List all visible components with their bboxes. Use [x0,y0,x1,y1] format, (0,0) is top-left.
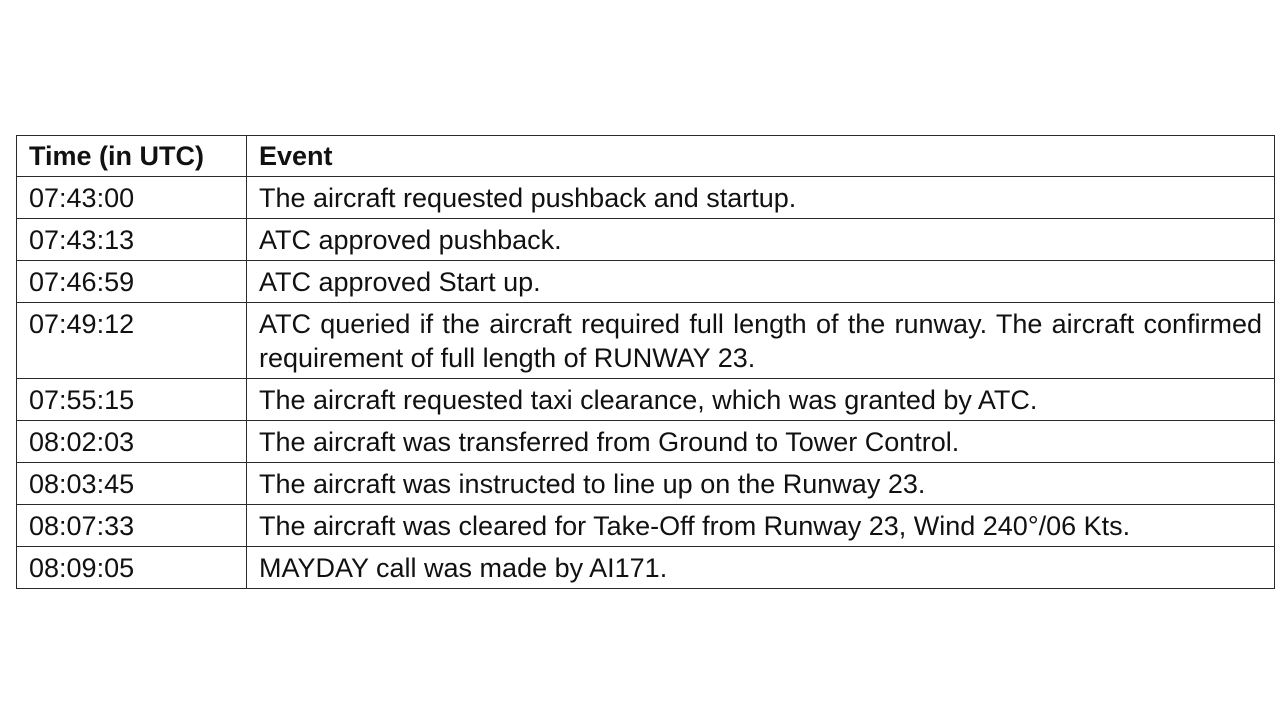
header-event: Event [247,136,1275,177]
time-cell: 07:55:15 [17,379,247,421]
time-cell: 08:07:33 [17,505,247,547]
table-row [17,303,1275,379]
time-cell: 08:09:05 [17,547,247,589]
table-row [17,505,1275,547]
table-row [17,261,1275,303]
time-cell: 07:43:00 [17,177,247,219]
table-row [17,421,1275,463]
event-cell: The aircraft was instructed to line up on the Runway 23. [247,463,1275,505]
time-cell: 08:03:45 [17,463,247,505]
header-time: Time (in UTC) [17,136,247,177]
table-row [17,463,1275,505]
table-row [17,547,1275,589]
event-cell: ATC queried if the aircraft required full length of the runway. The aircraft confirmed requirement of full length of RUNWAY 23. [247,303,1275,379]
table-row [17,219,1275,261]
table-header-row [17,136,1275,177]
event-cell: The aircraft requested pushback and startup. [247,177,1275,219]
event-cell: MAYDAY call was made by AI171. [247,547,1275,589]
event-cell: ATC approved pushback. [247,219,1275,261]
table-row [17,379,1275,421]
event-cell: The aircraft was transferred from Ground to Tower Control. [247,421,1275,463]
time-cell: 07:46:59 [17,261,247,303]
time-cell: 07:43:13 [17,219,247,261]
time-cell: 08:02:03 [17,421,247,463]
event-cell: ATC approved Start up. [247,261,1275,303]
event-cell: The aircraft requested taxi clearance, which was granted by ATC. [247,379,1275,421]
event-cell: The aircraft was cleared for Take-Off from Runway 23, Wind 240°/06 Kts. [247,505,1275,547]
timeline-table [16,135,1275,589]
time-cell: 07:49:12 [17,303,247,379]
timeline-table-container [16,135,1275,589]
table-row [17,177,1275,219]
